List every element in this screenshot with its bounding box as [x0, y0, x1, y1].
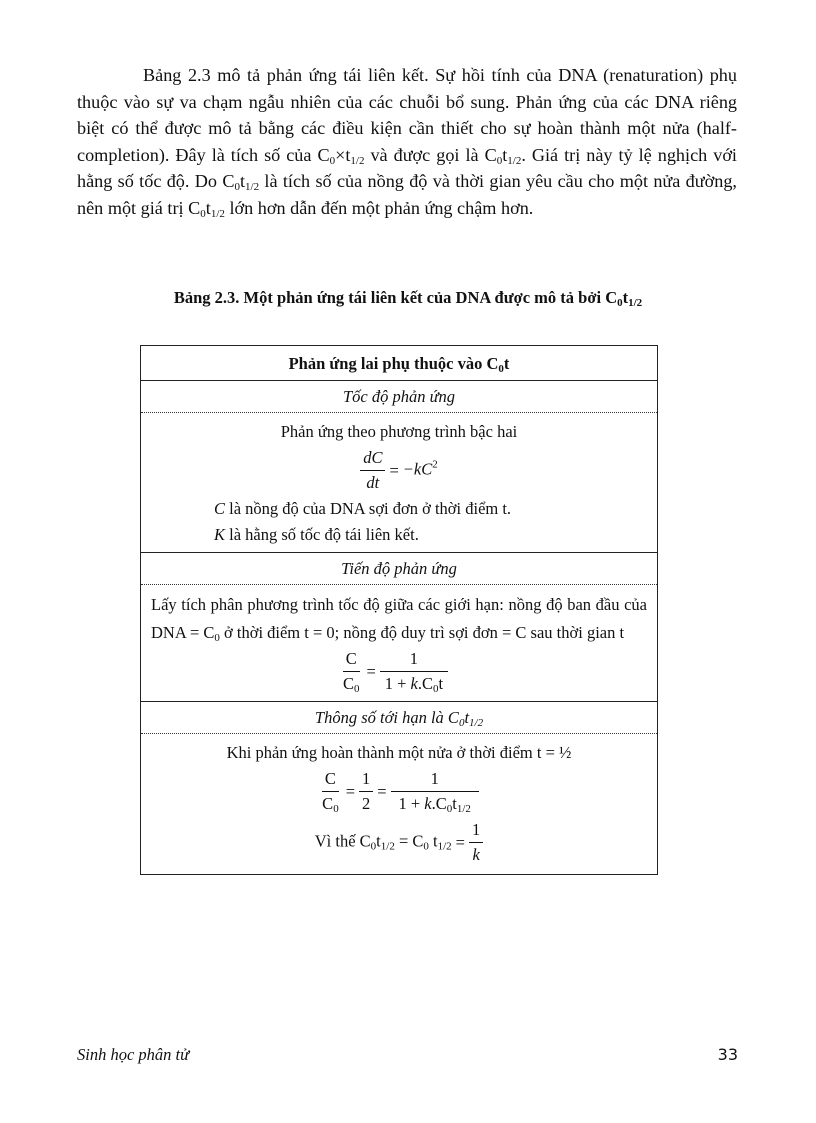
rate-intro: Phản ứng theo phương trình bậc hai	[280, 422, 518, 441]
k-definition: K là hằng số tốc độ tái liên kết.	[214, 525, 419, 544]
para-line-1: Bảng 2.3 mô tả phản ứng tái liên kết. Sự hồi tính của DNA	[143, 65, 597, 85]
section-critical-title: Thông số tới hạn là $C_0t_{1/2}$	[141, 702, 657, 734]
result-equation: Vì thế $C_0t_{1/2} = C_0$ $t_{1/2}$ = $\frac{1}{k}$	[141, 817, 657, 868]
progress-equation: $\frac{C}{C_0}$ = $\frac{1}{1 + k.C_0t}$	[131, 646, 657, 697]
rate-equation: $\frac{dC}{dt}$ = $-kC^2$	[141, 445, 657, 496]
section-progress	[141, 553, 657, 702]
section-progress-title: Tiến độ phản ứng	[141, 553, 657, 585]
para-line-6: $C_0t_{1/2}$ là tích số của nồng độ và thời gian yêu cầu cho một nửa đường, nên	[77, 171, 737, 218]
reaction-table	[140, 345, 658, 875]
page-number: 33	[717, 1045, 738, 1064]
para-line-5: $C_0\times t_{1/2}$ và được gọi là $C_0t_{1/2}$. Giá trị này tỷ lệ nghịch với hằng số tốc độ. Do	[77, 144, 737, 192]
body-paragraph	[77, 62, 737, 222]
footer-book-title: Sinh học phân tử	[77, 1045, 190, 1064]
half-completion-equation: $\frac{C}{C_0}$ = $\frac{1}{2}$ = $\frac{1}{1 + k.C_0t_{1/2}}$	[141, 766, 657, 817]
para-line-4: thiết cho sự hoàn thành một nửa (half-completion). Đây là tích số của	[77, 118, 737, 165]
section-rate-title: Tốc độ phản ứng	[141, 381, 657, 413]
table-caption: Bảng 2.3. Một phản ứng tái liên kết của DNA được mô tả bởi $C_0t_{1/2}$	[173, 288, 643, 309]
critical-intro: Khi phản ứng hoàn thành một nửa ở thời điểm t = ½	[226, 743, 572, 762]
section-critical	[141, 702, 657, 874]
section-rate	[141, 381, 657, 553]
para-line-7: một giá trị $C_0t_{1/2}$ lớn hơn dẫn đến một phản ứng chậm hơn.	[107, 197, 534, 220]
progress-text: Lấy tích phân phương trình tốc độ giữa các giới hạn: nồng độ ban đầu của DNA = $C_0$ ở thời điểm t = 0; nồng độ duy trì sợi đơn = C sau thời gian t	[151, 595, 647, 644]
para-line-2: (renaturation) phụ thuộc vào sự va chạm ngẫu nhiên của các chuỗi bổ sung.	[77, 65, 737, 112]
c-definition: C là nồng độ của DNA sợi đơn ở thời điểm t.	[214, 499, 512, 518]
table-header: Phản ứng lai phụ thuộc vào $C_0t$	[141, 346, 657, 381]
para-line-3: Phản ứng của các DNA riêng biệt có thể được mô tả bằng các điều kiện cần	[77, 91, 738, 139]
